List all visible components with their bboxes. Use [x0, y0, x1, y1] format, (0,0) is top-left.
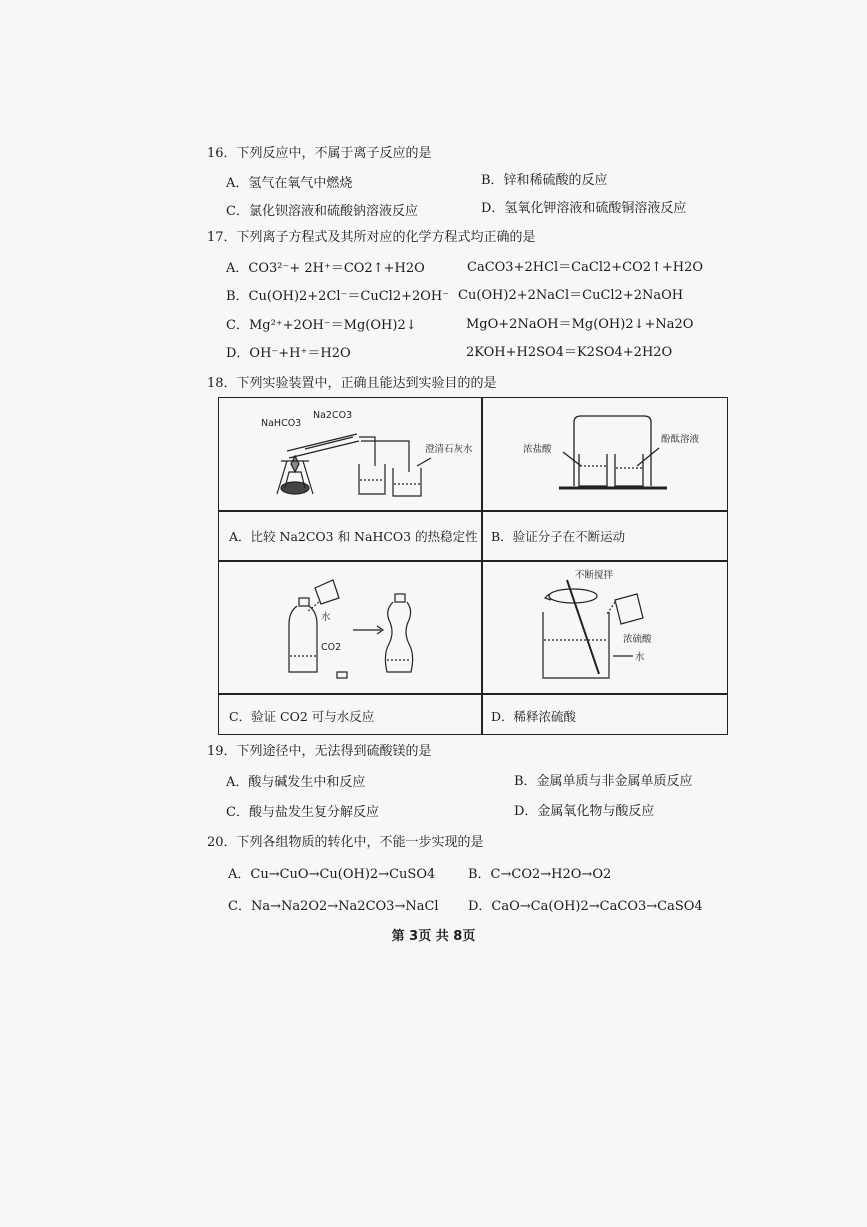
q17-option-a-ion: A．CO3²⁻+ 2H⁺＝CO2↑+H2O [226, 261, 425, 276]
q16-option-b: B．锌和稀硫酸的反应 [481, 173, 608, 188]
q17-option-b-ion: B．Cu(OH)2+2Cl⁻＝CuCl2+2OH⁻ [226, 289, 450, 304]
figure-a-label-na2co3: Na2CO3 [313, 410, 353, 421]
q18-stem: 18．下列实验装置中，正确且能达到实验目的的是 [207, 376, 497, 391]
figure-c-bottle [281, 568, 441, 688]
figure-a-heating-apparatus [257, 406, 473, 506]
grid-divider-2 [219, 560, 727, 562]
q18-caption-c: C．验证 CO2 可与水反应 [229, 709, 375, 724]
q20-stem: 20．下列各组物质的转化中，不能一步实现的是 [207, 835, 484, 850]
q18-caption-d: D．稀释浓硫酸 [491, 709, 577, 724]
q19-option-c: C．酸与盐发生复分解反应 [226, 805, 379, 820]
grid-divider-3 [219, 693, 727, 695]
q20-option-c: C．Na→Na2O2→Na2CO3→NaCl [228, 899, 439, 914]
figure-d-dilution [537, 568, 707, 688]
q19-option-d: D．金属氧化物与酸反应 [514, 804, 655, 819]
q17-option-c-equation: MgO+2NaOH＝Mg(OH)2↓+Na2O [466, 317, 694, 332]
figure-b-label-hcl: 浓盐酸 [523, 444, 552, 455]
q17-option-d-ion: D．OH⁻+H⁺＝H2O [226, 346, 351, 361]
q16-option-c: C．氯化钡溶液和硫酸钠溶液反应 [226, 204, 418, 219]
q20-option-a: A．Cu→CuO→Cu(OH)2→CuSO4 [228, 867, 436, 882]
q17-option-a-equation: CaCO3+2HCl＝CaCl2+CO2↑+H2O [467, 260, 704, 275]
figure-a-label-nahco3: NaHCO3 [261, 418, 302, 429]
q19-option-b: B．金属单质与非金属单质反应 [514, 774, 693, 789]
q17-stem: 17．下列离子方程式及其所对应的化学方程式均正确的是 [207, 230, 536, 245]
q16-option-a: A．氢气在氧气中燃烧 [226, 176, 353, 191]
grid-divider-1 [219, 510, 727, 512]
q18-caption-a: A．比较 Na2CO3 和 NaHCO3 的热稳定性 [229, 529, 478, 544]
q17-option-d-equation: 2KOH+H2SO4＝K2SO4+2H2O [466, 345, 673, 360]
figure-c-label-co2: CO2 [321, 642, 342, 653]
figure-b-label-phenolphthalein: 酚酞溶液 [661, 434, 700, 445]
figure-a-label-limewater: 澄清石灰水 [425, 444, 473, 455]
figure-d-label-water: 水 [635, 652, 645, 663]
q19-stem: 19．下列途径中，无法得到硫酸镁的是 [207, 744, 432, 759]
q19-option-a: A．酸与碱发生中和反应 [226, 775, 366, 790]
q18-apparatus-grid [218, 397, 728, 735]
q18-caption-b: B．验证分子在不断运动 [491, 529, 626, 544]
q16-option-d: D．氢氧化钾溶液和硫酸铜溶液反应 [481, 201, 687, 216]
q17-option-c-ion: C．Mg²⁺+2OH⁻＝Mg(OH)2↓ [226, 318, 417, 333]
figure-c-label-water: 水 [321, 612, 331, 623]
figure-d-label-acid: 浓硫酸 [623, 634, 652, 645]
figure-b-bell-jar [519, 408, 709, 503]
page-footer: 第 3页 共 8页 [391, 929, 476, 944]
q16-stem: 16．下列反应中，不属于离子反应的是 [207, 146, 432, 161]
q17-option-b-equation: Cu(OH)2+2NaCl＝CuCl2+2NaOH [458, 288, 684, 303]
grid-divider-vertical [481, 398, 483, 734]
q20-option-b: B．C→CO2→H2O→O2 [468, 867, 612, 882]
q20-option-d: D．CaO→Ca(OH)2→CaCO3→CaSO4 [468, 899, 703, 914]
figure-d-label-stir: 不断搅拌 [575, 570, 614, 581]
